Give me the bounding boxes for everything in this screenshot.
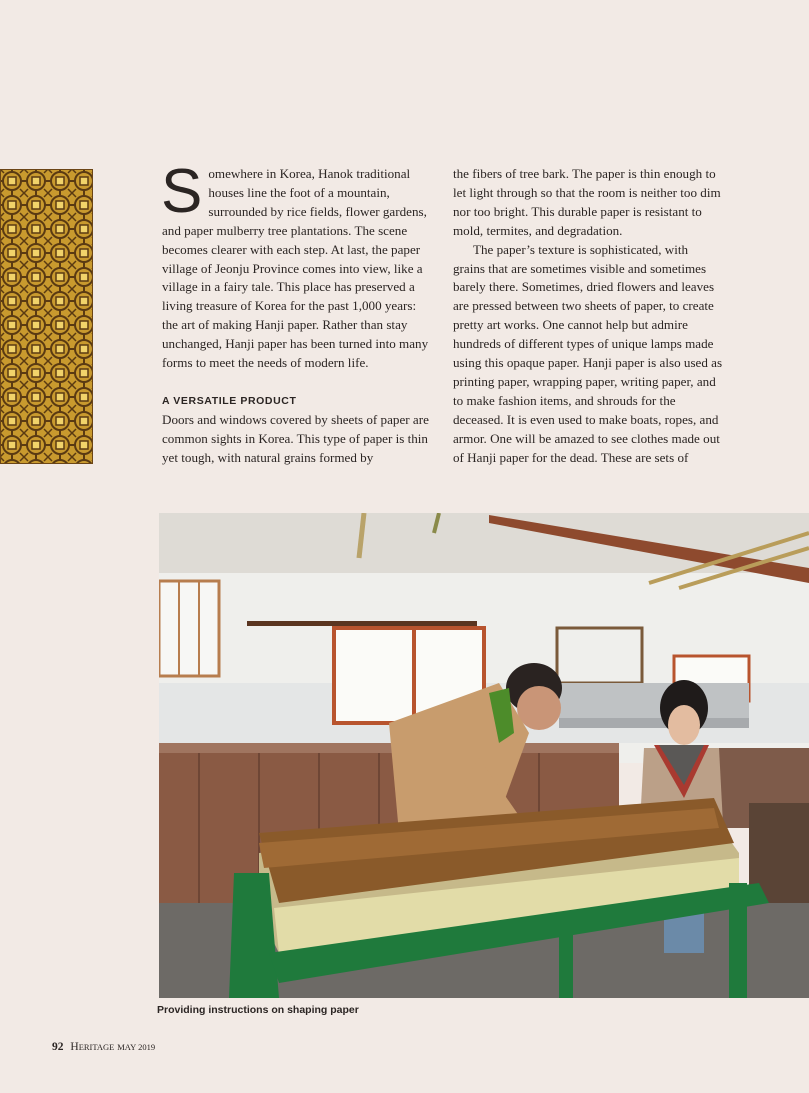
section-heading: A VERSATILE PRODUCT bbox=[162, 394, 297, 407]
intro-text: omewhere in Korea, Hanok traditional houses line the foot of a mountain, surrounded by rice fields, flower gardens, and paper mulberry tree plantations. The scene becomes clearer with each step. At last, the paper village of Jeonju Province comes into view, like a village in a fairy tale. This place has preserved a living treasure of Korea for the past 1,000 years: the art of making Hanji paper. Rather than stay unchanged, Hanji paper has been turned into many forms to meet the needs of modern life. bbox=[162, 166, 429, 371]
body-paragraph: the fibers of tree bark. The paper is thin enough to let light through so that the room is neither too dim nor too bright. This durable paper is resistant to mold, termites, and degradation. bbox=[453, 166, 721, 238]
article-column-1 bbox=[161, 157, 432, 468]
page-number: 92 bbox=[52, 1041, 64, 1053]
photo-caption: Providing instructions on shaping paper bbox=[157, 1004, 359, 1016]
body-paragraph: The paper’s texture is sophisticated, with grains that are sometimes visible and sometimes barely there. Sometimes, dried flowers and leaves are pressed between two sheets of paper, to create pretty art works. One cannot help but admire hundreds of different types of unique lamps made using this opaque paper. Hanji paper is also used as printing paper, wrapping paper, writing paper, and to make fashion items, and shrouds for the deceased. It is even used to make boats, ropes, and armor. One will be amazed to see clothes made out of Hanji paper for the dead. These are sets of bbox=[453, 241, 723, 465]
magazine-title-initial: H bbox=[70, 1041, 79, 1053]
page-footer bbox=[52, 1041, 155, 1053]
magazine-title bbox=[70, 1041, 114, 1053]
intro-paragraph bbox=[161, 157, 432, 373]
body-paragraph: Doors and windows covered by sheets of paper are common sights in Korea. This type of paper is thin yet tough, with natural grains formed by bbox=[162, 411, 429, 465]
article-column-2 bbox=[453, 165, 723, 468]
drop-cap: S bbox=[161, 157, 203, 226]
issue-date: MAY 2019 bbox=[117, 1042, 156, 1052]
magazine-title-rest: ERITAGE bbox=[78, 1042, 115, 1052]
lattice-screen-image bbox=[0, 169, 93, 464]
workshop-photo bbox=[159, 513, 809, 998]
